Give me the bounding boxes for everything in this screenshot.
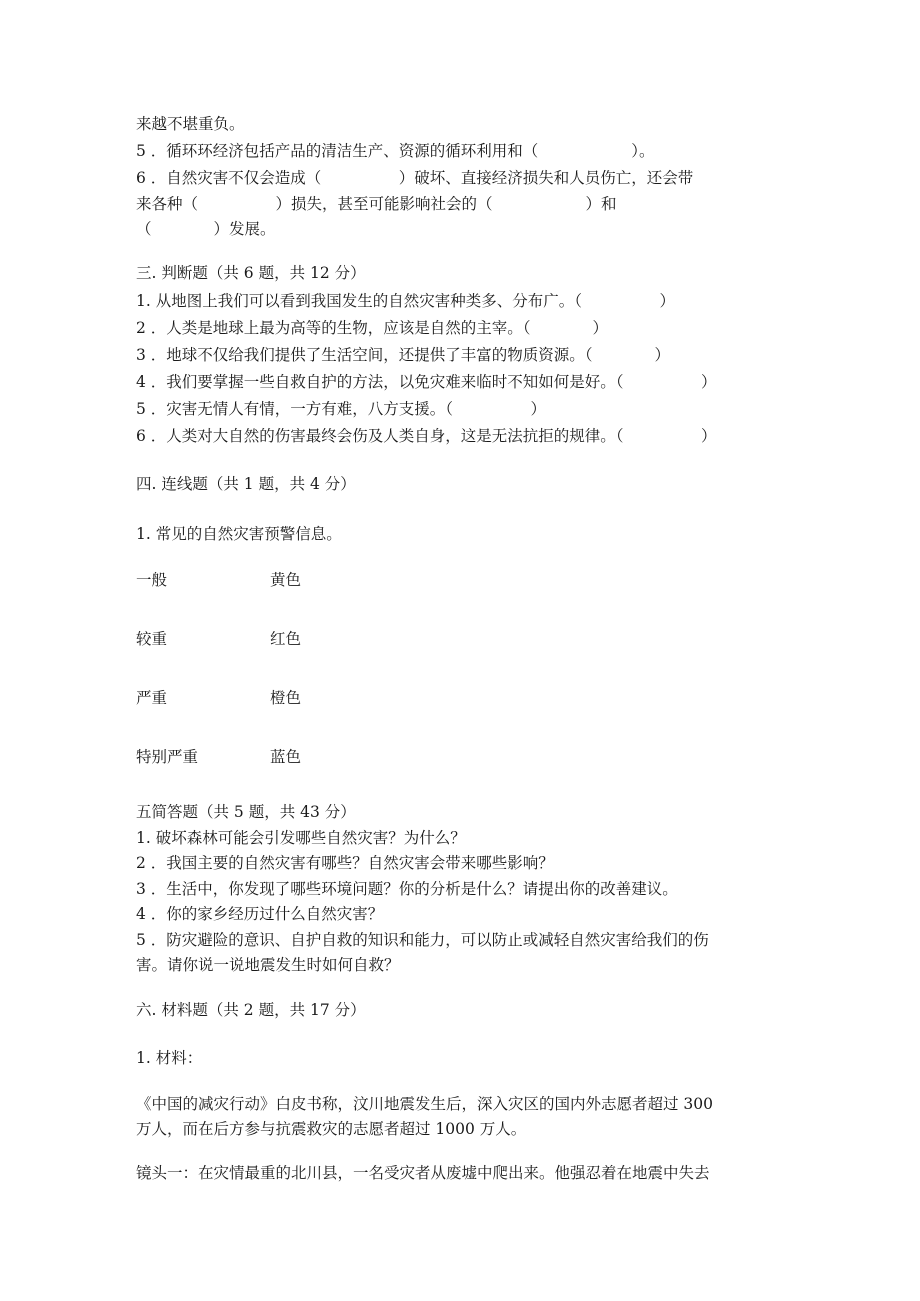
match-left-item: 严重 — [136, 689, 168, 707]
judge-question: 2 ．人类是地球上最为高等的生物，应该是自然的主宰。（ ） — [136, 319, 609, 337]
section-heading-judge: 三. 判断题（共 6 题，共 12 分） — [136, 264, 366, 282]
short-question: 5 ．防灾避险的意识、自护自救的知识和能力，可以防止或减轻自然灾害给我们的伤 — [136, 931, 709, 949]
section-heading-material: 六. 材料题（共 2 题，共 17 分） — [136, 1001, 366, 1019]
judge-question: 4 ．我们要掌握一些自救自护的方法，以免灾难来临时不知如何是好。（ ） — [136, 373, 717, 391]
fill-question-5: 5 ．循环环经济包括产品的清洁生产、资源的循环利用和（ ）。 — [136, 142, 655, 160]
section-heading-short: 五简答题（共 5 题，共 43 分） — [136, 803, 356, 821]
short-question: 1. 破坏森林可能会引发哪些自然灾害？为什么？ — [136, 829, 466, 847]
match-left-item: 较重 — [136, 630, 168, 648]
short-question: 2 ．我国主要的自然灾害有哪些？自然灾害会带来哪些影响？ — [136, 854, 554, 872]
match-question: 1. 常见的自然灾害预警信息。 — [136, 525, 342, 543]
judge-question: 3 ．地球不仅给我们提供了生活空间，还提供了丰富的物质资源。（ ） — [136, 346, 671, 364]
text-line: 万人，而在后方参与抗震救灾的志愿者超过 1000 万人。 — [136, 1120, 527, 1138]
match-right-item: 红色 — [270, 630, 302, 648]
text-line: 来各种（ ）损失，甚至可能影响社会的（ ）和 — [136, 195, 617, 213]
section-heading-match: 四. 连线题（共 1 题，共 4 分） — [136, 475, 356, 493]
material-paragraph: 镜头一：在灾情最重的北川县，一名受灾者从废墟中爬出来。他强忍着在地震中失去 — [136, 1164, 710, 1182]
match-right-item: 黄色 — [270, 571, 302, 589]
judge-question: 5 ．灾害无情人有情，一方有难，八方支援。（ ） — [136, 400, 547, 418]
match-left-item: 特别严重 — [136, 748, 199, 766]
fill-question-6: 6 ．自然灾害不仅会造成（ ）破坏、直接经济损失和人员伤亡，还会带 — [136, 169, 694, 187]
match-right-item: 蓝色 — [270, 748, 302, 766]
judge-question: 1. 从地图上我们可以看到我国发生的自然灾害种类多、分布广。（ ） — [136, 292, 675, 310]
material-paragraph: 《中国的减灾行动》白皮书称，汶川地震发生后，深入灾区的国内外志愿者超过 300 — [136, 1095, 714, 1113]
text-line: 来越不堪重负。 — [136, 115, 245, 133]
judge-question: 6 ．人类对大自然的伤害最终会伤及人类自身，这是无法抗拒的规律。（ ） — [136, 427, 717, 445]
material-question: 1. 材料： — [136, 1049, 203, 1067]
match-left-item: 一般 — [136, 571, 168, 589]
short-question: 3 ．生活中，你发现了哪些环境问题？你的分析是什么？请提出你的改善建议。 — [136, 880, 678, 898]
short-question: 4 ．你的家乡经历过什么自然灾害？ — [136, 905, 384, 923]
text-line: 害。请你说一说地震发生时如何自救？ — [136, 956, 400, 974]
match-right-item: 橙色 — [270, 689, 302, 707]
text-line: （ ）发展。 — [136, 220, 276, 238]
